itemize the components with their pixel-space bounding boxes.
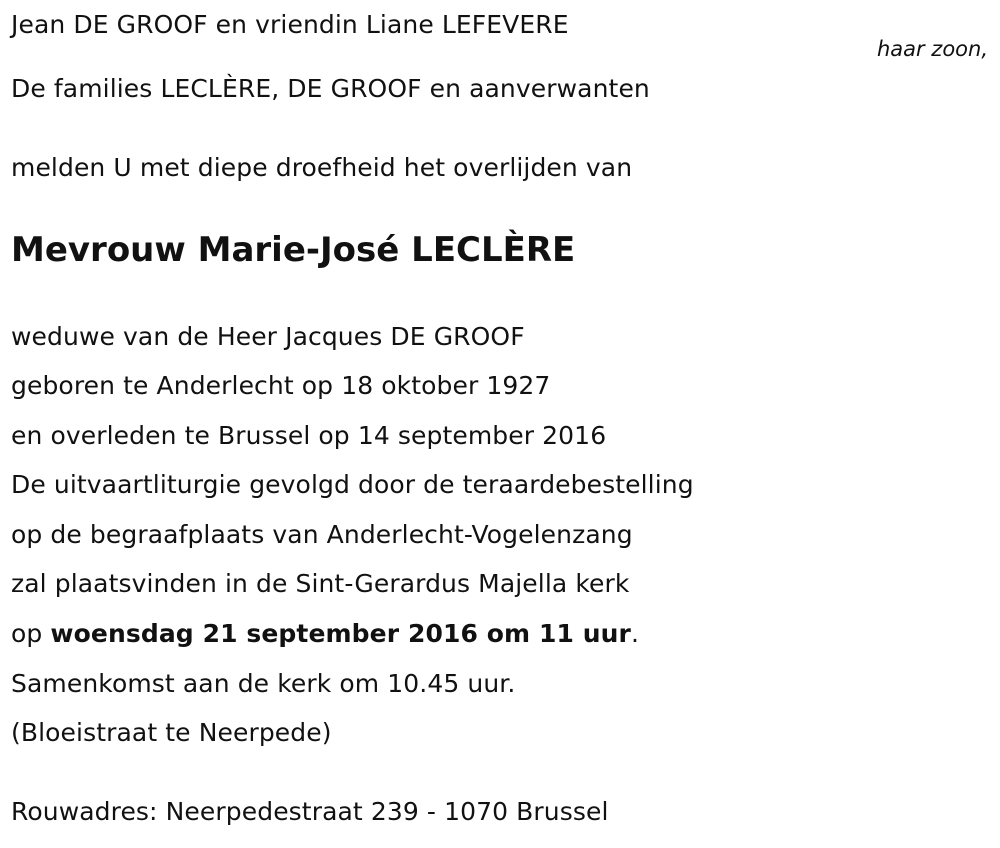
family-line-1: Jean DE GROOF en vriendin Liane LEFEVERE <box>11 10 569 39</box>
mourning-address: Rouwadres: Neerpedestraat 239 - 1070 Brussel <box>11 797 609 826</box>
detail-cemetery: op de begraafplaats van Anderlecht-Vogelenzang <box>11 520 633 549</box>
detail-church: zal plaatsvinden in de Sint-Gerardus Majella kerk <box>11 569 630 598</box>
family-line-2: De families LECLÈRE, DE GROOF en aanverwanten <box>11 74 650 103</box>
announcement-text: melden U met diepe droefheid het overlijden van <box>11 153 633 182</box>
service-date-line <box>11 619 639 649</box>
deceased-name: Mevrouw Marie-José LECLÈRE <box>11 230 576 270</box>
detail-liturgy: De uitvaartliturgie gevolgd door de teraardebestelling <box>11 470 694 499</box>
detail-death: en overleden te Brussel op 14 september 2016 <box>11 421 607 450</box>
service-suffix: . <box>631 619 640 648</box>
detail-birth: geboren te Anderlecht op 18 oktober 1927 <box>11 371 551 400</box>
detail-widow: weduwe van de Heer Jacques DE GROOF <box>11 322 525 351</box>
service-prefix: op <box>11 619 43 648</box>
address-note: (Bloeistraat te Neerpede) <box>11 718 332 747</box>
service-date-time: woensdag 21 september 2016 om 11 uur <box>50 619 631 648</box>
gathering-text: Samenkomst aan de kerk om 10.45 uur. <box>11 669 516 698</box>
relation-note: haar zoon, <box>876 37 988 61</box>
